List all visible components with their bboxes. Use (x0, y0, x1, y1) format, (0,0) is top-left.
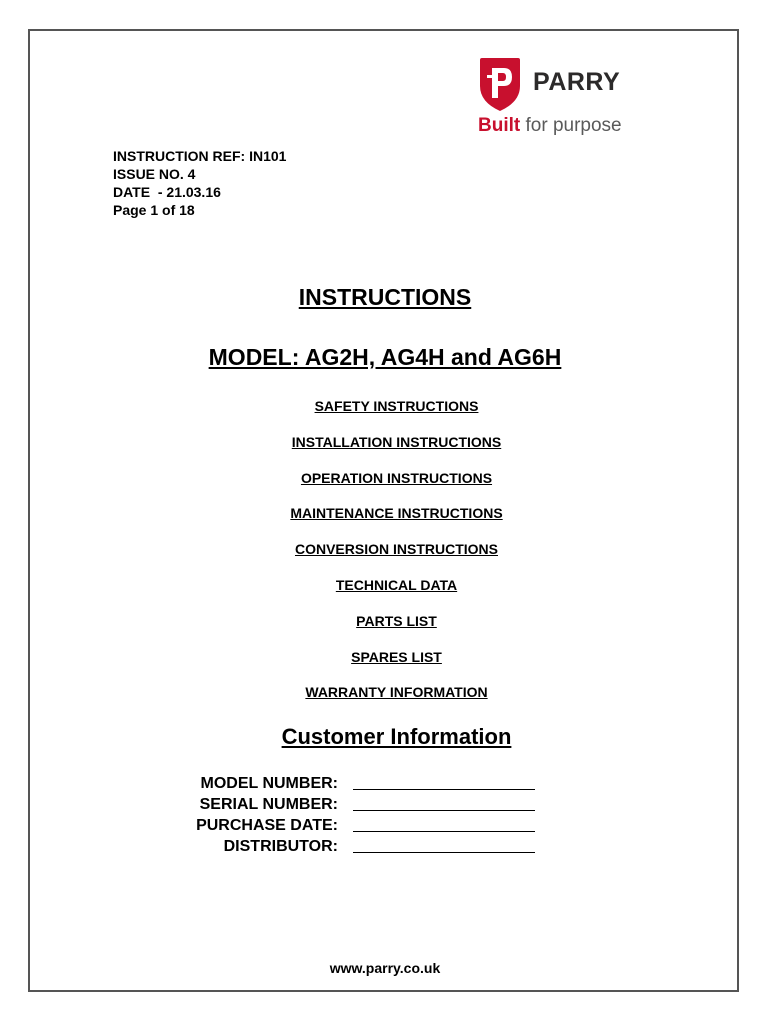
tagline-rest: for purpose (520, 115, 622, 136)
contents-link-operation[interactable]: OPERATION INSTRUCTIONS (300, 469, 493, 486)
model-number-field[interactable] (353, 789, 535, 790)
serial-number-label: SERIAL NUMBER: (199, 796, 338, 813)
tagline-bold: Built (478, 115, 521, 136)
contents-link-spares-list[interactable]: SPARES LIST (351, 648, 442, 665)
footer-website-link[interactable]: www.parry.co.uk (329, 960, 441, 976)
purchase-date-row (150, 816, 550, 837)
contents-link-conversion[interactable]: CONVERSION INSTRUCTIONS (294, 541, 498, 558)
page-number: Page 1 of 18 (113, 202, 195, 218)
serial-number-field[interactable] (353, 810, 535, 811)
contents-link-technical-data[interactable]: TECHNICAL DATA (335, 576, 458, 593)
model-title: MODEL: AG2H, AG4H and AG6H (208, 344, 562, 370)
distributor-field[interactable] (353, 852, 535, 853)
contents-link-installation[interactable]: INSTALLATION INSTRUCTIONS (291, 433, 502, 450)
shield-icon (478, 56, 522, 112)
model-number-label: MODEL NUMBER: (200, 775, 338, 792)
purchase-date-label: PURCHASE DATE: (196, 817, 338, 834)
contents-link-maintenance[interactable]: MAINTENANCE INSTRUCTIONS (290, 505, 503, 522)
customer-info-form (150, 774, 550, 858)
issue-number: ISSUE NO. 4 (113, 166, 196, 182)
brand-name: PARRY (533, 68, 621, 96)
purchase-date-field[interactable] (353, 831, 535, 832)
contents-list (0, 397, 770, 719)
model-number-row (150, 774, 550, 795)
brand-tagline (478, 115, 622, 137)
page-title: INSTRUCTIONS (298, 284, 472, 310)
instruction-ref: INSTRUCTION REF: IN101 (113, 148, 287, 164)
contents-link-safety[interactable]: SAFETY INSTRUCTIONS (314, 398, 479, 414)
contents-link-parts-list[interactable]: PARTS LIST (356, 612, 437, 629)
customer-info-heading: Customer Information (281, 724, 512, 749)
contents-link-warranty[interactable]: WARRANTY INFORMATION (305, 684, 488, 701)
document-reference-block (113, 147, 286, 219)
serial-number-row (150, 795, 550, 816)
distributor-row (150, 837, 550, 858)
issue-date: DATE - 21.03.16 (113, 184, 221, 200)
parry-logo (478, 56, 648, 142)
distributor-label: DISTRIBUTOR: (223, 838, 338, 855)
